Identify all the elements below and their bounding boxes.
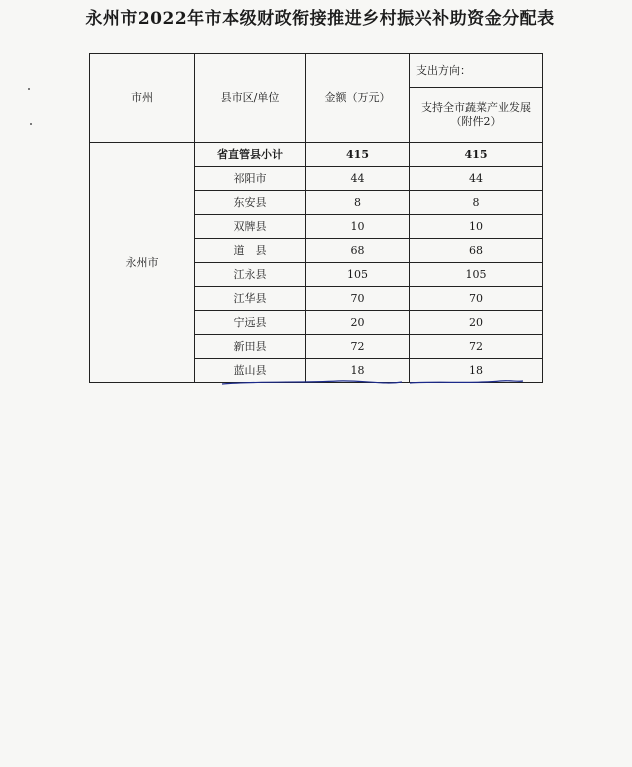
row-unit: 新田县	[195, 335, 306, 359]
subtotal-label: 省直管县小计	[195, 143, 306, 167]
row-direction: 105	[410, 263, 543, 287]
row-direction: 10	[410, 215, 543, 239]
row-direction: 8	[410, 191, 543, 215]
row-unit: 祁阳市	[195, 167, 306, 191]
row-amount: 105	[306, 263, 410, 287]
row-amount: 8	[306, 191, 410, 215]
row-amount: 10	[306, 215, 410, 239]
row-direction: 72	[410, 335, 543, 359]
subtotal-direction: 415	[410, 143, 543, 167]
document-title: 永州市2022年市本级财政衔接推进乡村振兴补助资金分配表	[85, 9, 555, 29]
pen-stroke	[222, 381, 402, 384]
row-direction: 70	[410, 287, 543, 311]
subtotal-amount: 415	[306, 143, 410, 167]
header-direction: 支出方向：	[410, 54, 543, 88]
row-unit: 道 县	[195, 239, 306, 263]
row-direction: 18	[410, 359, 543, 383]
pen-stroke	[410, 381, 523, 383]
row-unit: 江华县	[195, 287, 306, 311]
city-cell: 永州市	[90, 143, 195, 383]
row-unit: 宁远县	[195, 311, 306, 335]
row-direction: 68	[410, 239, 543, 263]
header-unit: 县市区/单位	[195, 54, 306, 143]
row-amount: 68	[306, 239, 410, 263]
row-unit: 蓝山县	[195, 359, 306, 383]
header-direction-sub: 支持全市蔬菜产业发展 （附件2）	[410, 88, 543, 143]
row-unit: 东安县	[195, 191, 306, 215]
row-amount: 72	[306, 335, 410, 359]
row-unit: 江永县	[195, 263, 306, 287]
header-amount: 金额（万元）	[306, 54, 410, 143]
row-amount: 44	[306, 167, 410, 191]
row-amount: 18	[306, 359, 410, 383]
row-amount: 20	[306, 311, 410, 335]
row-amount: 70	[306, 287, 410, 311]
row-direction: 20	[410, 311, 543, 335]
row-unit: 双牌县	[195, 215, 306, 239]
header-city: 市州	[90, 54, 195, 143]
row-direction: 44	[410, 167, 543, 191]
